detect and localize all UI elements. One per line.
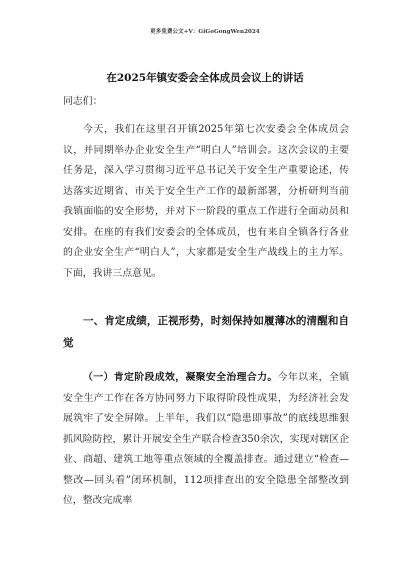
salutation: 同志们：: [63, 96, 103, 107]
paragraph-opening: 今天，我们在这里召开镇2025年第七次安委会全体成员会议，并同期举办企业安全生产“明白人”培训会。这次会议的主要任务是，深入学习贯彻习近平总书记关于安全生产重要论述，传达落实近期省、市关于安全生产工作的最新部署，分析研判当前我镇面临的安全形势，并对下一阶段的重点工作进行全面动员和安排。在座的有我们安委会的全体成员，也有来自全镇各行各业的企业安全生产“明白人”，大家都是安全生产战线上的主力军。下面，我讲三点意见。: [63, 124, 349, 279]
paragraph-achievements: [63, 368, 349, 512]
speech-title: 在2025年镇安委会全体成员会议上的讲话: [106, 72, 304, 84]
subheading-1: （一）肯定阶段成效，凝聚安全治理合力。: [83, 372, 278, 383]
section-heading-1: 一、肯定成绩，正视形势，时刻保持如履薄冰的清醒和自觉: [63, 315, 349, 349]
paragraph-achievements-text: 今年以来，全镇安全生产工作在各方协同努力下取得阶段性成果，为经济社会发展筑牢了安全屏障。上半年，我们以“隐患即事故”的底线思维狠抓风险防控，累计开展安全生产联合检查350余次，实现对辖区企业、商超、建筑工地等重点领域的全覆盖排查。通过建立“检查—整改—回头看”闭环机制，112项排查出的安全隐患全部整改到位，整改完成率: [63, 372, 349, 506]
header-note: 更多免费公文+V：GiGoGongWen2024: [150, 29, 260, 35]
